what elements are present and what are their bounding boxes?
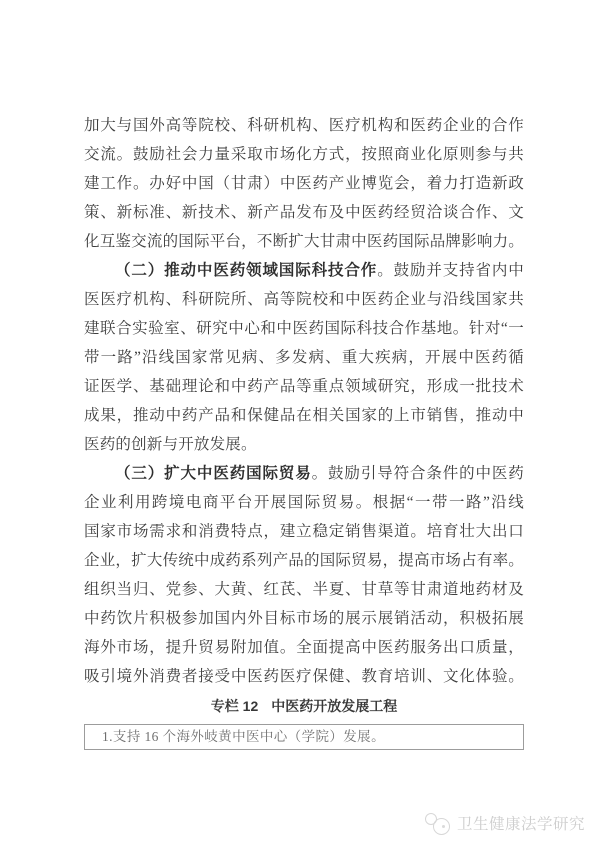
- text-segment: 吸引境外消费者接受中医药医疗保健、教育培训、文化体验。: [84, 668, 524, 685]
- text-line: [84, 517, 524, 546]
- text-segment: 证医学、基础理论和中药产品等重点领域研究，形成一批技术: [84, 378, 524, 395]
- text-segment: 带一路”沿线国家常见病、多发病、重大疾病，开展中医药循: [84, 349, 524, 366]
- text-segment: 建联合实验室、研究中心和中医药国际科技合作基地。针对“一: [84, 320, 524, 337]
- text-segment: 。鼓励并支持省内中: [377, 262, 524, 279]
- text-segment: 加大与国外高等院校、科研机构、医疗机构和医药企业的合作: [84, 117, 524, 134]
- text-segment: 交流。鼓励社会力量采取市场化方式，按照商业化原则参与共: [84, 146, 524, 163]
- panel-section: [84, 691, 524, 750]
- text-line: [84, 459, 524, 488]
- text-line: [84, 488, 524, 517]
- text-line: [84, 314, 524, 343]
- section-heading-segment: （二）推动中医药领域国际科技合作: [115, 262, 378, 279]
- text-line: [84, 343, 524, 372]
- text-segment: 医药的创新与开放发展。: [84, 436, 257, 453]
- panel-box: [84, 724, 524, 750]
- text-segment: 中药饮片积极参加国内外目标市场的展示展销活动，积极拓展: [84, 610, 524, 627]
- text-segment: 。鼓励引导符合条件的中医药: [311, 465, 524, 482]
- text-line: [84, 227, 524, 256]
- text-segment: 组织当归、党参、大黄、红芪、半夏、甘草等甘肃道地药材及: [84, 581, 524, 598]
- panel-title: 中医药开放发展工程: [271, 698, 398, 714]
- text-line: [84, 372, 524, 401]
- text-line: [84, 285, 524, 314]
- watermark: [425, 810, 585, 836]
- text-segment: 企业，扩大传统中成药系列产品的国际贸易，提高市场占有率。: [84, 552, 524, 569]
- text-segment: 企业利用跨境电商平台开展国际贸易。根据“一带一路”沿线: [84, 494, 524, 511]
- text-segment: 海外市场，提升贸易附加值。全面提高中医药服务出口质量，: [84, 639, 524, 656]
- text-line: [84, 430, 524, 459]
- panel-heading: [84, 697, 524, 715]
- panel-label: 专栏 12: [210, 698, 259, 714]
- document-body: [84, 111, 524, 691]
- logo-eye-shape: [442, 825, 445, 828]
- text-segment: 国家市场需求和消费特点，建立稳定销售渠道。培育壮大出口: [84, 523, 524, 540]
- text-segment: 建工作。办好中国（甘肃）中医药产业博览会，着力打造新政: [84, 175, 524, 192]
- text-line: [84, 546, 524, 575]
- text-segment: 医医疗机构、科研院所、高等院校和中医药企业与沿线国家共: [84, 291, 524, 308]
- section-heading-segment: （三）扩大中医药国际贸易: [115, 465, 312, 482]
- text-segment: 策、新标准、新技术、新产品发布及中医药经贸洽谈合作、文: [84, 204, 524, 221]
- panel-item: 1.支持 16 个海外岐黄中医中心（学院）发展。: [102, 729, 385, 744]
- text-line: [84, 575, 524, 604]
- text-segment: 化互鉴交流的国际平台，不断扩大甘肃中医药国际品牌影响力。: [84, 233, 524, 250]
- text-line: [84, 256, 524, 285]
- text-line: [84, 198, 524, 227]
- text-line: [84, 111, 524, 140]
- text-line: [84, 604, 524, 633]
- text-line: [84, 140, 524, 169]
- text-line: [84, 169, 524, 198]
- text-line: [84, 633, 524, 662]
- panda-logo-icon: [425, 810, 451, 836]
- watermark-text: 卫生健康法学研究: [456, 816, 585, 833]
- text-segment: 成果，推动中药产品和保健品在相关国家的上市销售，推动中: [84, 407, 524, 424]
- text-line: [84, 662, 524, 691]
- text-line: [84, 401, 524, 430]
